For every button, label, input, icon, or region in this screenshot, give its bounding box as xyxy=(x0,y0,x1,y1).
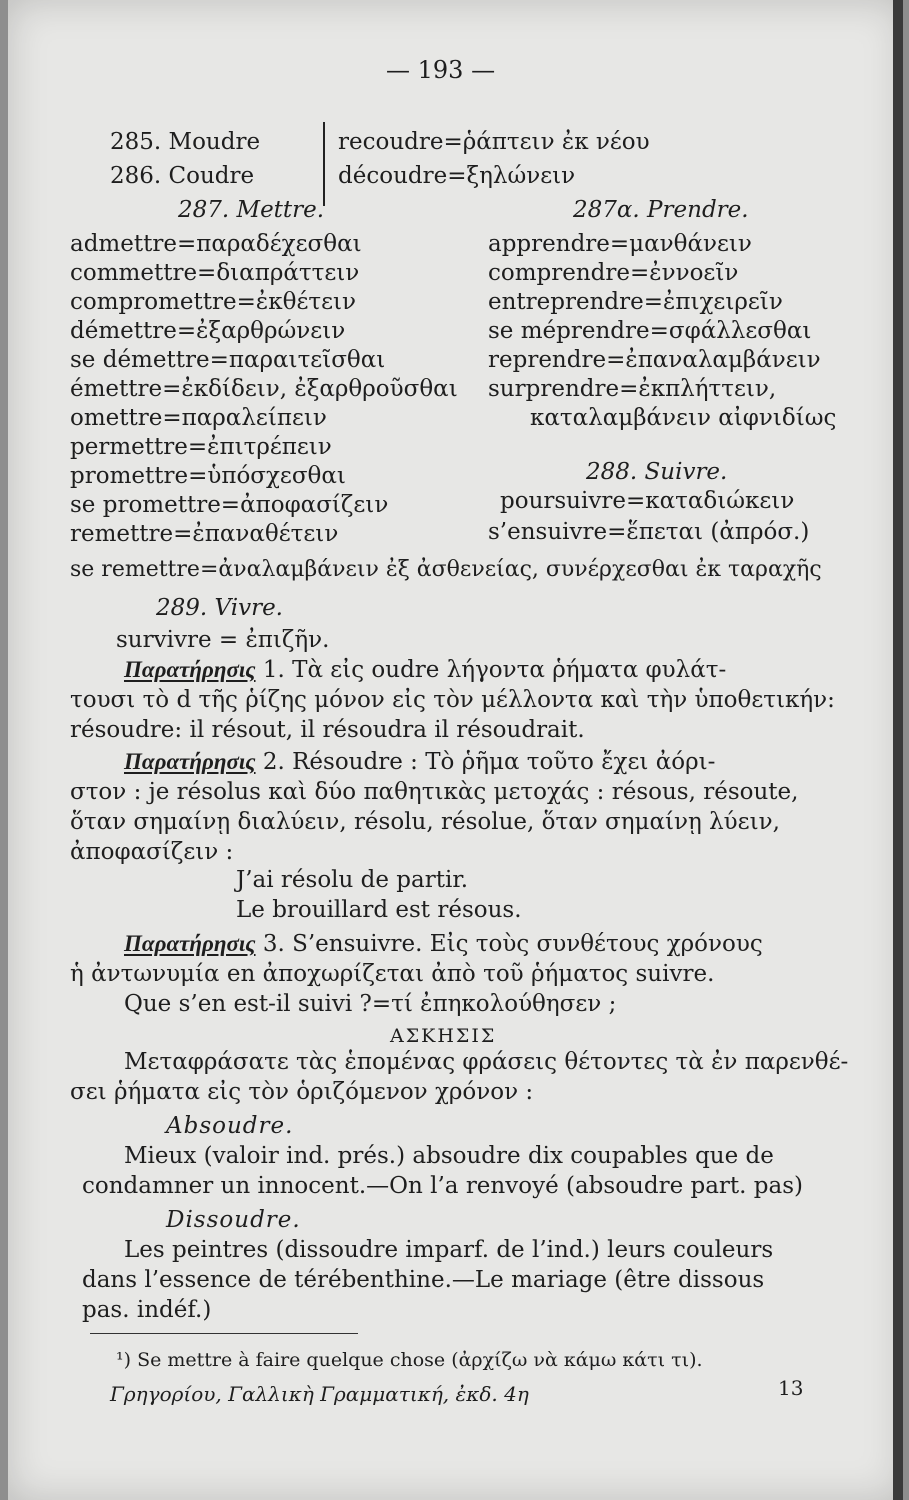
vivre-line: survivre = ἐπιζῆν. xyxy=(116,627,330,653)
remark-3-line: ἡ ἀντωνυμία en ἀποχωρίζεται ἀπὸ τοῦ ῥήματος suivre. xyxy=(70,961,715,987)
mettre-line: se démettre=παραιτεῖσθαι xyxy=(70,347,386,373)
mettre-line: omettre=παραλείπειν xyxy=(70,405,327,431)
mettre-line: remettre=ἐπαναθέτειν xyxy=(70,521,339,547)
prendre-line: surprendre=ἐκπλήττειν, xyxy=(488,376,777,402)
prendre-line: entreprendre=ἐπιχειρεῖν xyxy=(488,289,783,315)
remark-2-line: ἀποφασίζειν : xyxy=(70,839,234,865)
exercise-heading: ΑΣΚΗΣΙΣ xyxy=(390,1025,497,1047)
page-edge-shadow xyxy=(893,0,903,1500)
decoudre-line: découdre=ξηλώνειν xyxy=(338,163,576,189)
subheading-absoudre: Absoudre. xyxy=(166,1113,294,1139)
suivre-line: poursuivre=καταδιώκειν xyxy=(500,488,795,514)
remark-1-line xyxy=(124,656,726,684)
heading-288-suivre: 288. Suivre. xyxy=(586,459,728,485)
remark-label: Παρατήρησις xyxy=(124,749,256,774)
example-line: J’ai résolu de partir. xyxy=(236,867,469,893)
remark-2-line: στον : je résolus καὶ δύο παθητικὰς μετοχάς : résous, résoute, xyxy=(70,779,799,805)
dissoudre-line: dans l’essence de térébenthine.—Le mariage (être dissous xyxy=(82,1267,765,1293)
signature-mark: 13 xyxy=(778,1376,804,1400)
mettre-line: admettre=παραδέχεσθαι xyxy=(70,231,362,257)
remark-text: 3. S’ensuivre. Εἰς τοὺς συνθέτους χρόνους xyxy=(255,931,763,957)
book-page xyxy=(8,0,903,1500)
heading-287-mettre: 287. Mettre. xyxy=(178,197,325,223)
dissoudre-line: Les peintres (dissoudre imparf. de l’ind.) leurs couleurs xyxy=(124,1237,774,1263)
dissoudre-line: pas. indéf.) xyxy=(82,1297,212,1323)
recoudre-line: recoudre=ῥάπτειν ἐκ νέου xyxy=(338,129,650,155)
remark-1-line: résoudre: il résout, il résoudra il résoudrait. xyxy=(70,717,585,743)
mettre-line: émettre=ἐκδίδειν, ἐξαρθροῦσθαι xyxy=(70,376,458,402)
mettre-line: commettre=διαπράττειν xyxy=(70,260,360,286)
mettre-line: promettre=ὑπόσχεσθαι xyxy=(70,463,346,489)
imprint-line: Γρηγορίου, Γαλλικὴ Γραμματική, ἐκδ. 4η xyxy=(110,1382,529,1406)
mettre-line: se promettre=ἀποφασίζειν xyxy=(70,492,389,518)
se-remettre-line: se remettre=ἀναλαμβάνειν ἐξ ἀσθενείας, συνέρχεσθαι ἐκ ταραχῆς xyxy=(70,557,822,582)
remark-1-line: τουσι τὸ d τῆς ῥίζης μόνον εἰς τὸν μέλλοντα καὶ τὴν ὑποθετικήν: xyxy=(70,687,835,713)
example-line: Le brouillard est résous. xyxy=(236,897,522,923)
prendre-line: comprendre=ἐννοεῖν xyxy=(488,260,739,286)
absoudre-line: condamner un innocent.—On l’a renvoyé (absoudre part. pas) xyxy=(82,1173,804,1199)
footnote-rule xyxy=(90,1333,358,1334)
entry-286: 286. Coudre xyxy=(110,163,255,189)
mettre-line: démettre=ἐξαρθρώνειν xyxy=(70,318,346,344)
subheading-dissoudre: Dissoudre. xyxy=(166,1207,301,1233)
mettre-line: compromettre=ἐκθέτειν xyxy=(70,289,357,315)
remark-text: 1. Τὰ εἰς oudre λήγοντα ῥήματα φυλάτ- xyxy=(255,657,727,683)
page-number: — 193 — xyxy=(386,56,496,84)
prendre-line: se méprendre=σφάλλεσθαι xyxy=(488,318,812,344)
absoudre-line: Mieux (valoir ind. prés.) absoudre dix coupables que de xyxy=(124,1143,774,1169)
suivre-line: s’ensuivre=ἕπεται (ἀπρόσ.) xyxy=(488,519,810,545)
remark-text: 2. Résoudre : Τὸ ῥῆμα τοῦτο ἔχει ἀόρι- xyxy=(255,749,716,775)
remark-3-line: Que s’en est-il suivi ?=τί ἐπηκολούθησεν ; xyxy=(124,991,617,1017)
column-divider xyxy=(323,122,325,206)
remark-2-line: ὅταν σημαίνῃ διαλύειν, résolu, résolue, ὅταν σημαίνῃ λύειν, xyxy=(70,809,780,835)
remark-3-line xyxy=(124,930,763,958)
prendre-line: καταλαμβάνειν αἰφνιδίως xyxy=(530,405,837,431)
prendre-line: apprendre=μανθάνειν xyxy=(488,231,752,257)
heading-287a-prendre: 287α. Prendre. xyxy=(573,197,749,223)
exercise-instruction: Μεταφράσατε τὰς ἑπομένας φράσεις θέτοντες τὰ ἐν παρενθέ- xyxy=(124,1049,849,1075)
footnote: ¹) Se mettre à faire quelque chose (ἀρχίζω νὰ κάμω κάτι τι). xyxy=(116,1349,703,1371)
remark-label: Παρατήρησις xyxy=(124,657,256,682)
remark-2-line xyxy=(124,748,715,776)
mettre-line: permettre=ἐπιτρέπειν xyxy=(70,434,332,460)
prendre-line: reprendre=ἐπαναλαμβάνειν xyxy=(488,347,821,373)
entry-285: 285. Moudre xyxy=(110,129,261,155)
heading-289-vivre: 289. Vivre. xyxy=(156,595,283,621)
exercise-instruction: σει ῥήματα εἰς τὸν ὁριζόμενον χρόνον : xyxy=(70,1079,534,1105)
remark-label: Παρατήρησις xyxy=(124,931,256,956)
